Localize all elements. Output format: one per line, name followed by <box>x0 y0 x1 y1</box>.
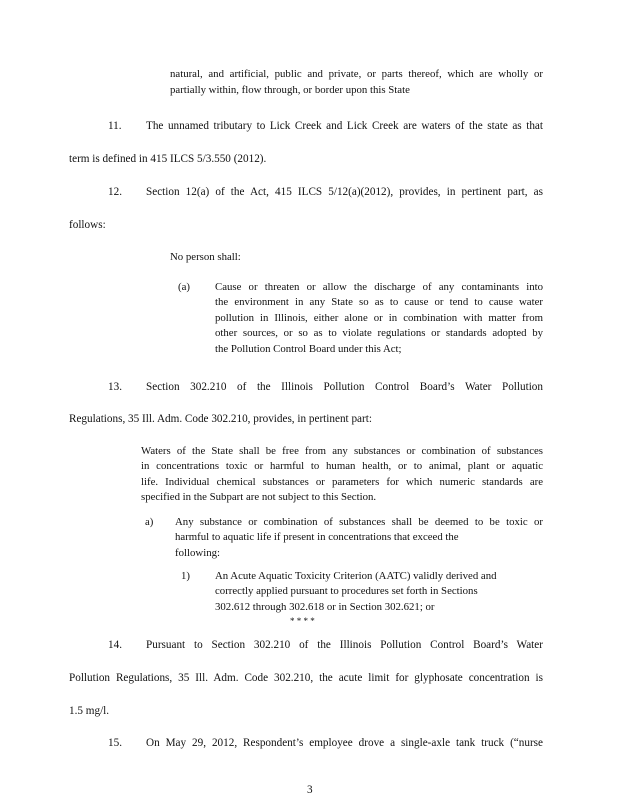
paragraph-text: Section 302.210 of the Illinois Pollution Control Board’s Water Pollution <box>146 381 543 393</box>
paragraph-number: 13. <box>108 381 122 393</box>
paragraph-number: 14. <box>108 639 122 651</box>
quote-block <box>215 280 543 357</box>
quote-line: natural, and artificial, public and private, or parts thereof, which are wholly or <box>170 68 543 80</box>
quote-line: An Acute Aquatic Toxicity Criterion (AATC) validly derived and <box>215 570 497 582</box>
quote-line: in concentrations toxic or harmful to human health, or to animal, plant or aquatic <box>141 460 543 473</box>
paragraph-number: 15. <box>108 737 122 749</box>
quote-line: correctly applied pursuant to procedures set forth in Sections <box>215 585 478 598</box>
paragraph-text: Pursuant to Section 302.210 of the Illinois Pollution Control Board’s Water <box>146 639 543 651</box>
quote-label: (a) <box>178 281 190 293</box>
paragraph-number: 12. <box>108 186 122 198</box>
quote-line: Cause or threaten or allow the discharge of any contaminants into <box>215 281 543 293</box>
quote-line: pollution in Illinois, either alone or in combination with matter from <box>215 311 543 324</box>
quote-line: the Pollution Control Board under this Act; <box>215 342 402 355</box>
page-number: 3 <box>307 784 313 796</box>
quote-block <box>175 515 543 561</box>
quote-label: 1) <box>181 570 190 582</box>
quote-line: partially within, flow through, or border upon this State <box>170 84 410 96</box>
quote-line: Any substance or combination of substances shall be deemed to be toxic or <box>175 516 543 528</box>
quote-line: Waters of the State shall be free from any substances or combination of substances <box>141 445 543 457</box>
paragraph-text: On May 29, 2012, Respondent’s employee drove a single-axle tank truck (“nurse <box>146 737 543 749</box>
quote-block <box>141 444 543 506</box>
quote-line: specified in the Subpart are not subject to this Section. <box>141 491 377 504</box>
quote-line: following: <box>175 546 220 559</box>
paragraph-text: term is defined in 415 ILCS 5/3.550 (2012). <box>69 153 267 165</box>
paragraph-text: follows: <box>69 219 106 231</box>
paragraph-text: 1.5 mg/l. <box>69 705 110 717</box>
quote-line: 302.612 through 302.618 or in Section 302.621; or <box>215 600 435 613</box>
paragraph-text: Pollution Regulations, 35 Ill. Adm. Code 302.210, the acute limit for glyphosate concentration is <box>69 672 543 684</box>
quote-block <box>215 569 545 615</box>
quote-label: a) <box>145 516 154 528</box>
quote-line: harmful to aquatic life if present in concentrations that exceed the <box>175 531 459 544</box>
quote-line: other sources, or so as to violate regulations or standards adopted by <box>215 327 543 340</box>
paragraph-number: 11. <box>108 120 122 132</box>
quote-intro: No person shall: <box>170 251 241 263</box>
paragraph-text: The unnamed tributary to Lick Creek and Lick Creek are waters of the state as that <box>146 120 543 132</box>
paragraph-text: Section 12(a) of the Act, 415 ILCS 5/12(a)(2012), provides, in pertinent part, as <box>146 186 543 198</box>
quote-line: the environment in any State so as to cause or tend to cause water <box>215 296 543 309</box>
quote-line: life. Individual chemical substances or parameters for which numeric standards are <box>141 475 543 488</box>
paragraph-text: Regulations, 35 Ill. Adm. Code 302.210, provides, in pertinent part: <box>69 413 372 425</box>
ellipsis: * * * * <box>290 616 315 626</box>
